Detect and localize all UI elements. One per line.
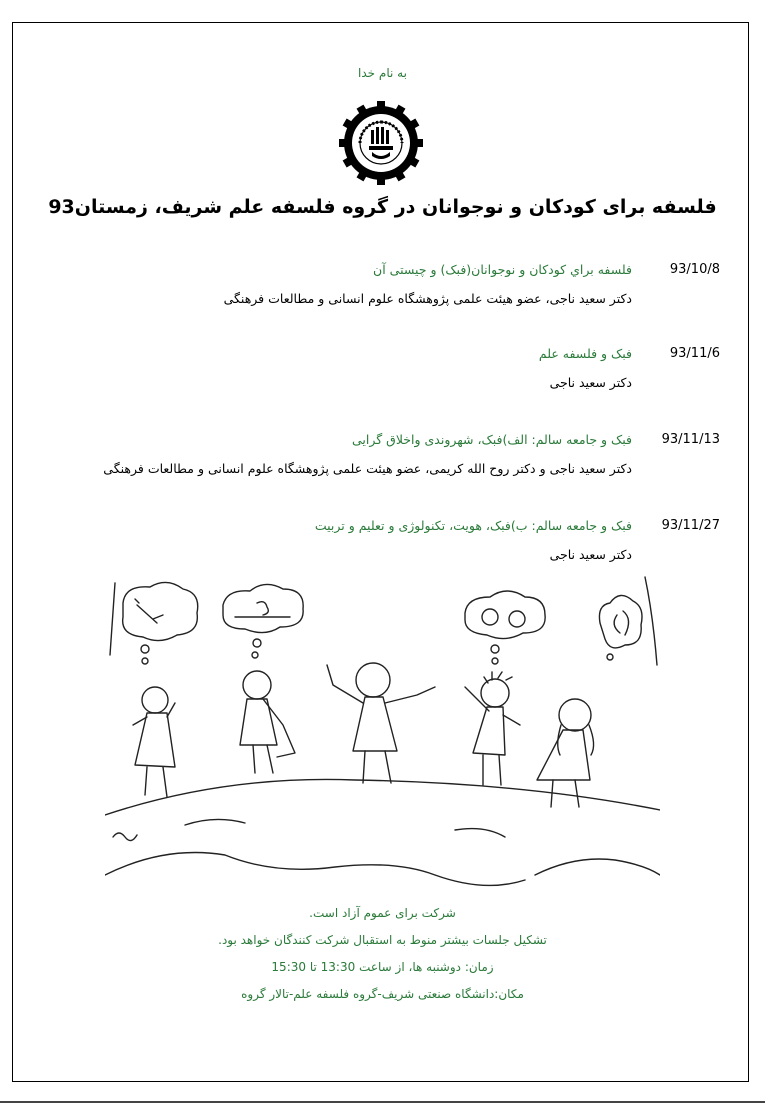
bottom-divider (0, 1101, 765, 1103)
footer-note-open: شرکت برای عموم آزاد است. (309, 906, 456, 920)
session-speaker: دکتر سعید ناجی، عضو هیئت علمی پژوهشگاه علوم انسانی و مطالعات فرهنگی (223, 291, 632, 306)
session-date: 93/11/13 (661, 432, 720, 447)
session-speaker: دکتر سعید ناجی (549, 375, 632, 390)
session-date: 93/10/8 (669, 262, 720, 277)
session-topic: فلسفه براي كودكان و نوجوانان(فبک) و چیستی آن (373, 262, 632, 277)
bismillah: به نام خدا (358, 66, 407, 80)
session-date: 93/11/27 (661, 518, 720, 533)
footer-time: زمان: دوشنبه ها، از ساعت 13:30 تا 15:30 (271, 960, 494, 974)
sharif-university-logo-icon (336, 98, 426, 188)
page-title: فلسفه برای کودکان و نوجوانان در گروه فلسفه علم شریف، زمستان93 (48, 196, 717, 218)
session-topic: فبک و جامعه سالم: ب)فبک، هویت، تکنولوژی و تعلیم و تربیت (314, 518, 632, 533)
children-thinking-sketch-icon (105, 575, 660, 893)
session-speaker: دکتر سعید ناجی (549, 547, 632, 562)
session-speaker: دکتر سعید ناجی و دکتر روح الله کریمی، عضو هیئت علمی پژوهشگاه علوم انسانی و مطالعات فرهنگی (103, 461, 632, 476)
session-topic: فبک و جامعه سالم: الف)فبک، شهروندی واخلاق گرایی (351, 432, 632, 447)
session-topic: فبک و فلسفه علم (538, 346, 632, 361)
footer-location: مکان:دانشگاه صنعتی شریف-گروه فلسفه علم-تالار گروه (241, 987, 524, 1001)
footer-note-condition: تشکیل جلسات بیشتر منوط به استقبال شرکت کنندگان خواهد بود. (218, 933, 547, 947)
session-date: 93/11/6 (669, 346, 720, 361)
